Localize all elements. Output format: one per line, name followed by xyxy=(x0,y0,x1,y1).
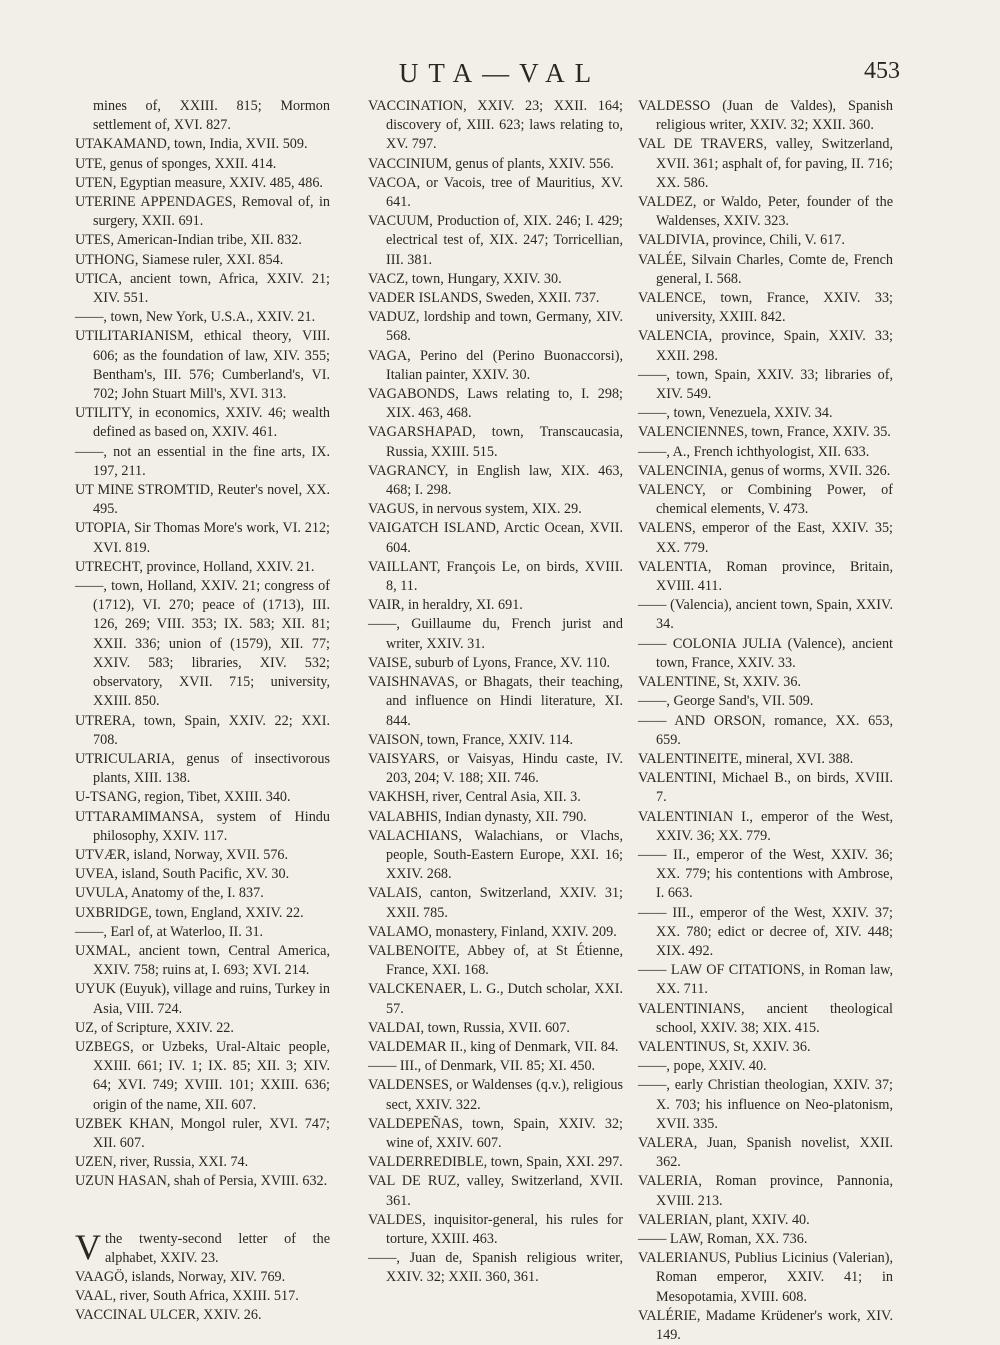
index-entry: VALDENSES, or Waldenses (q.v.), religious sect, XXIV. 322. xyxy=(368,1077,623,1113)
index-entry: —— (Valencia), ancient town, Spain, XXIV. 34. xyxy=(638,597,893,633)
letter-v-entry xyxy=(75,1226,330,1268)
index-entry: VACCINATION, XXIV. 23; XXII. 164; discovery of, XIII. 623; laws relating to, XV. 797. xyxy=(368,98,623,153)
index-entry: VALERIANUS, Publius Licinius (Valerian), Roman emperor, XXIV. 41; in Mesopotamia, XVIII. 608. xyxy=(638,1250,893,1305)
index-entry: UZBEK KHAN, Mongol ruler, XVI. 747; XII. 607. xyxy=(75,1115,330,1151)
index-entry: ——, town, Spain, XXIV. 33; libraries of, XIV. 549. xyxy=(638,366,893,403)
index-entry: UTES, American-Indian tribe, XII. 832. xyxy=(75,232,302,249)
index-entry: VAAL, river, South Africa, XXIII. 517. xyxy=(75,1288,299,1305)
index-entry: UXMAL, ancient town, Central America, XXIV. 758; ruins at, I. 693; XVI. 214. xyxy=(75,942,330,979)
index-entry: UYUK (Euyuk), village and ruins, Turkey in Asia, VIII. 724. xyxy=(75,981,330,1017)
index-entry: ——, George Sand's, VII. 509. xyxy=(638,693,814,710)
index-entry: UZBEGS, or Uzbeks, Ural-Altaic people, XXIII. 661; IV. 1; IX. 85; XII. 3; XIV. 64; XVI. 749; XVIII. 101; XXIII. 636; origin of the name, XII. 607. xyxy=(75,1038,330,1113)
index-entry: UZEN, river, Russia, XXI. 74. xyxy=(75,1154,249,1171)
index-entry: VALENCIA, province, Spain, XXIV. 33; XXII. 298. xyxy=(638,328,893,364)
index-entry: VAISHNAVAS, or Bhagats, their teaching, and influence on Hindi literature, XI. 844. xyxy=(368,674,623,729)
index-entry: VACUUM, Production of, XIX. 246; I. 429; electrical test of, XIX. 247; Torricellian, III. 381. xyxy=(368,213,623,268)
index-entry: ——, pope, XXIV. 40. xyxy=(638,1058,767,1075)
index-entry: VALENS, emperor of the East, XXIV. 35; XX. 779. xyxy=(638,520,893,556)
index-entry: VALAIS, canton, Switzerland, XXIV. 31; XXII. 785. xyxy=(368,885,623,921)
index-entry: UVEA, island, South Pacific, XV. 30. xyxy=(75,866,290,883)
index-entry: VALDEZ, or Waldo, Peter, founder of the Waldenses, XXIV. 323. xyxy=(638,194,893,230)
index-entry: mines of, XXIII. 815; Mormon settlement of, XVI. 827. xyxy=(93,98,330,134)
index-entry: VADUZ, lordship and town, Germany, XIV. 568. xyxy=(368,309,623,345)
index-entry: VAISON, town, France, XXIV. 114. xyxy=(368,731,574,748)
page-header xyxy=(0,58,1000,88)
index-entry: UTAKAMAND, town, India, XVII. 509. xyxy=(75,136,308,153)
index-entry: VALÉRIE, Madame Krüdener's work, XIV. 149. xyxy=(638,1307,893,1343)
index-entry: ——, early Christian theologian, XXIV. 37; X. 703; his influence on Neo-platonism, XVII. 335. xyxy=(638,1077,893,1132)
index-entry: —— III., emperor of the West, XXIV. 37; XX. 780; edict or decree of, XIV. 448; XIX. 492. xyxy=(638,904,893,959)
index-entry: VAGA, Perino del (Perino Buonaccorsi), Italian painter, XXIV. 30. xyxy=(368,347,623,383)
index-entry: VALDIVIA, province, Chili, V. 617. xyxy=(638,232,845,249)
index-entry: VALDESSO (Juan de Valdes), Spanish religious writer, XXIV. 32; XXII. 360. xyxy=(638,98,893,134)
index-entry: VAL DE RUZ, valley, Switzerland, XVII. 361. xyxy=(368,1173,623,1209)
index-entry: VAKHSH, river, Central Asia, XII. 3. xyxy=(368,789,581,806)
index-entry: VALDEMAR II., king of Denmark, VII. 84. xyxy=(368,1038,619,1055)
section-gap xyxy=(75,1192,330,1230)
index-entry: UTRICULARIA, genus of insectivorous plants, XIII. 138. xyxy=(75,750,330,787)
dropcap-letter: V xyxy=(75,1226,101,1267)
index-entry: UZ, of Scripture, XXIV. 22. xyxy=(75,1019,234,1036)
index-entry: VALÉE, Silvain Charles, Comte de, French general, I. 568. xyxy=(638,251,893,287)
index-entry: VALENCY, or Combining Power, of chemical elements, V. 473. xyxy=(638,482,893,518)
index-entry: VAGARSHAPAD, town, Transcaucasia, Russia, XXIII. 515. xyxy=(368,424,623,460)
index-entry: UTILITY, in economics, XXIV. 46; wealth defined as based on, XXIV. 461. xyxy=(75,405,330,441)
index-entry: VALAMO, monastery, Finland, XXIV. 209. xyxy=(368,923,617,940)
index-entry: VALENCINIA, genus of worms, XVII. 326. xyxy=(638,462,891,479)
index-entry: UXBRIDGE, town, England, XXIV. 22. xyxy=(75,904,304,921)
index-entry: VACZ, town, Hungary, XXIV. 30. xyxy=(368,270,562,287)
index-entry: UTE, genus of sponges, XXII. 414. xyxy=(75,155,277,172)
index-entry: VALENTINE, St, XXIV. 36. xyxy=(638,674,802,691)
index-entry: ——, town, New York, U.S.A., XXIV. 21. xyxy=(75,309,316,326)
index-entry: VALABHIS, Indian dynasty, XII. 790. xyxy=(368,808,587,825)
index-entry: —— COLONIA JULIA (Valence), ancient town, France, XXIV. 33. xyxy=(638,635,893,671)
letter-v-description: the twenty-second letter of the alphabet, XXIV. 23. xyxy=(105,1230,330,1266)
index-entry: UTEN, Egyptian measure, XXIV. 485, 486. xyxy=(75,174,323,191)
index-entry: VAGRANCY, in English law, XIX. 463, 468; I. 298. xyxy=(368,462,623,499)
index-entry: UTRERA, town, Spain, XXIV. 22; XXI. 708. xyxy=(75,712,330,748)
index-entry: VALDERREDIBLE, town, Spain, XXI. 297. xyxy=(368,1154,623,1171)
index-column-1 xyxy=(75,97,330,1326)
index-entry: UZUN HASAN, shah of Persia, XVIII. 632. xyxy=(75,1173,328,1190)
index-entry: ——, not an essential in the fine arts, IX. 197, 211. xyxy=(75,443,330,479)
index-entry: VALENTINUS, St, XXIV. 36. xyxy=(638,1038,811,1055)
index-entry: VAISYARS, or Vaisyas, Hindu caste, IV. 203, 204; V. 188; XII. 746. xyxy=(368,750,623,787)
index-entry: VALENTINI, Michael B., on birds, XVIII. 7. xyxy=(638,770,893,806)
index-entry: VACOA, or Vacois, tree of Mauritius, XV. 641. xyxy=(368,174,623,211)
index-entry: —— LAW, Roman, XX. 736. xyxy=(638,1230,808,1247)
index-entry: VAISE, suburb of Lyons, France, XV. 110. xyxy=(368,654,611,671)
index-entry: UTERINE APPENDAGES, Removal of, in surgery, XXII. 691. xyxy=(75,194,330,230)
index-entry: VALACHIANS, Walachians, or Vlachs, people, South-Eastern Europe, XXI. 16; XXIV. 268. xyxy=(368,827,623,883)
index-entry: VAIGATCH ISLAND, Arctic Ocean, XVII. 604. xyxy=(368,520,623,556)
index-entry: VALERIA, Roman province, Pannonia, XVIII. 213. xyxy=(638,1173,893,1209)
index-entry: ——, town, Holland, XXIV. 21; congress of (1712), VI. 270; peace of (1713), III. 126, 269; VIII. 353; IX. 583; XII. 81; XXII. 336; union of (1579), XII. 77; XXIV. 583; libraries, XIV. 532; observatory, XVII. 715; university, XXIII. 850. xyxy=(75,578,330,710)
index-entry: UTTARAMIMANSA, system of Hindu philosophy, XXIV. 117. xyxy=(75,808,330,844)
index-entry: VALENTIA, Roman province, Britain, XVIII. 411. xyxy=(638,558,893,595)
index-entry: VALDEPEÑAS, town, Spain, XXIV. 32; wine of, XXIV. 607. xyxy=(368,1115,623,1151)
index-entry: UTVÆR, island, Norway, XVII. 576. xyxy=(75,846,289,863)
index-entry: VAGABONDS, Laws relating to, I. 298; XIX. 463, 468. xyxy=(368,386,623,422)
running-head: UTA—VAL xyxy=(398,58,602,88)
index-entry: ——, A., French ichthyologist, XII. 633. xyxy=(638,443,870,460)
index-column-3 xyxy=(638,97,893,1345)
index-entry: VALBENOITE, Abbey of, at St Étienne, France, XXI. 168. xyxy=(368,942,623,979)
index-entry: VALDAI, town, Russia, XVII. 607. xyxy=(368,1019,570,1036)
index-entry: UT MINE STROMTID, Reuter's novel, XX. 495. xyxy=(75,482,330,518)
index-entry: VALENCE, town, France, XXIV. 33; university, XXIII. 842. xyxy=(638,290,893,326)
index-entry: VAILLANT, François Le, on birds, XVIII. 8, 11. xyxy=(368,558,623,595)
index-entry: UTICA, ancient town, Africa, XXIV. 21; XIV. 551. xyxy=(75,270,330,307)
index-entry: U-TSANG, region, Tibet, XXIII. 340. xyxy=(75,789,291,806)
index-entry: UTOPIA, Sir Thomas More's work, VI. 212; XVI. 819. xyxy=(75,520,330,556)
index-entry: ——, Juan de, Spanish religious writer, XXIV. 32; XXII. 360, 361. xyxy=(368,1250,623,1286)
page-number: 453 xyxy=(864,58,900,84)
index-entry: VALERA, Juan, Spanish novelist, XXII. 362. xyxy=(638,1134,893,1171)
index-entry: ——, town, Venezuela, XXIV. 34. xyxy=(638,405,833,422)
index-entry: ——, Earl of, at Waterloo, II. 31. xyxy=(75,923,264,940)
index-entry: —— III., of Denmark, VII. 85; XI. 450. xyxy=(368,1058,596,1075)
index-entry: —— LAW OF CITATIONS, in Roman law, XX. 711. xyxy=(638,962,893,998)
index-entry: UTHONG, Siamese ruler, XXI. 854. xyxy=(75,251,284,268)
index-entry: VALENTINIAN I., emperor of the West, XXIV. 36; XX. 779. xyxy=(638,808,893,844)
index-entry: VALERIAN, plant, XXIV. 40. xyxy=(638,1211,810,1228)
index-entry: UTRECHT, province, Holland, XXIV. 21. xyxy=(75,558,315,575)
index-entry: ——, Guillaume du, French jurist and writer, XXIV. 31. xyxy=(368,616,623,652)
index-entry: VAIR, in heraldry, XI. 691. xyxy=(368,597,523,614)
index-entry: —— AND ORSON, romance, XX. 653, 659. xyxy=(638,712,893,748)
index-column-2 xyxy=(368,97,623,1288)
index-entry: VACCINAL ULCER, XXIV. 26. xyxy=(75,1307,262,1324)
index-entry: VALENTINEITE, mineral, XVI. 388. xyxy=(638,750,854,767)
index-entry: VAL DE TRAVERS, valley, Switzerland, XVII. 361; asphalt of, for paving, II. 716; XX. 586. xyxy=(638,136,893,191)
index-entry: VAAGÖ, islands, Norway, XIV. 769. xyxy=(75,1268,286,1285)
index-entry: VALDES, inquisitor-general, his rules for torture, XXIII. 463. xyxy=(368,1211,623,1247)
index-entry: VAGUS, in nervous system, XIX. 29. xyxy=(368,501,582,518)
index-entry: —— II., emperor of the West, XXIV. 36; XX. 779; his contentions with Ambrose, I. 663. xyxy=(638,846,893,902)
index-entry: UTILITARIANISM, ethical theory, VIII. 606; as the foundation of law, XIV. 355; Bentham's, III. 576; Cumberland's, VI. 702; John Stuart Mill's, XVI. 313. xyxy=(75,328,330,403)
index-entry: VALCKENAER, L. G., Dutch scholar, XXI. 57. xyxy=(368,981,623,1017)
index-entry: UVULA, Anatomy of the, I. 837. xyxy=(75,885,264,902)
index-entry: VALENCIENNES, town, France, XXIV. 35. xyxy=(638,424,891,441)
index-entry: VADER ISLANDS, Sweden, XXII. 737. xyxy=(368,290,600,307)
index-entry: VALENTINIANS, ancient theological school, XXIV. 38; XIX. 415. xyxy=(638,1000,893,1036)
index-entry: VACCINIUM, genus of plants, XXIV. 556. xyxy=(368,155,614,172)
